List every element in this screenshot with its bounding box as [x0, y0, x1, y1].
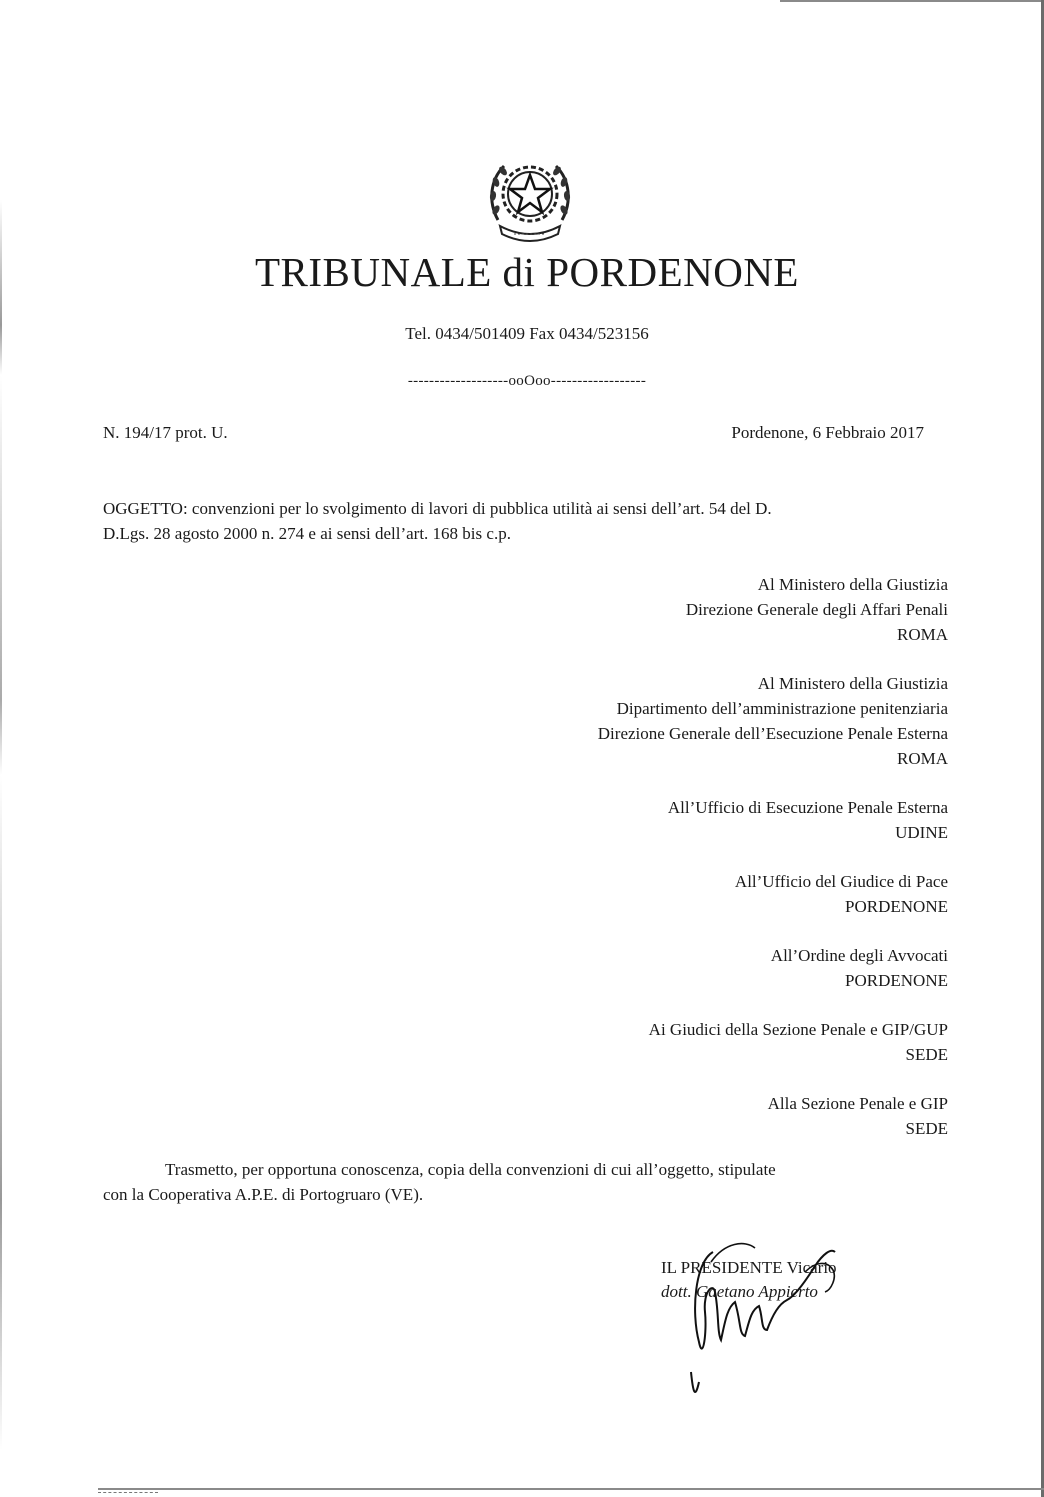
recipient-line: Alla Sezione Penale e GIP: [767, 1094, 948, 1113]
handwritten-signature-icon: [655, 1222, 895, 1402]
recipient-city: ROMA: [896, 625, 948, 644]
body-line: con la Cooperativa A.P.E. di Portogruaro (VE).: [103, 1185, 424, 1204]
recipient-line: All’Ufficio del Giudice di Pace: [734, 872, 948, 891]
recipient-city: ROMA: [896, 749, 948, 768]
recipient-line: Al Ministero della Giustizia: [757, 674, 948, 693]
subject-line: D.Lgs. 28 agosto 2000 n. 274 e ai sensi dell’art. 168 bis c.p.: [103, 524, 511, 543]
recipient-line: Al Ministero della Giustizia: [757, 575, 948, 594]
recipient: [348, 1091, 948, 1141]
recipient-line: Direzione Generale dell’Esecuzione Penale Esterna: [597, 724, 948, 743]
recipient: [348, 572, 948, 647]
body-line: [103, 1157, 953, 1182]
scan-edge-top: [780, 0, 1044, 2]
recipient-city: PORDENONE: [845, 897, 948, 916]
scan-edge-bottom: [98, 1488, 1044, 1490]
contact-numbers: Tel. 0434/501409 Fax 0434/523156: [405, 324, 649, 343]
recipient: [348, 943, 948, 993]
recipient-city: PORDENONE: [845, 971, 948, 990]
recipient-city: SEDE: [905, 1045, 948, 1064]
signatory-title: IL PRESIDENTE Vicario: [661, 1258, 837, 1277]
emblem-of-italy-icon: [484, 150, 576, 246]
recipient-line: All’Ufficio di Esecuzione Penale Esterna: [667, 798, 948, 817]
recipient: [348, 1017, 948, 1067]
body-line-text: Trasmetto, per opportuna conoscenza, copia della convenzioni di cui all’oggetto, stipulate: [165, 1160, 776, 1179]
recipient-city: SEDE: [905, 1119, 948, 1138]
signatory-name: dott. Gaetano Appierto: [661, 1282, 818, 1301]
recipient-city: UDINE: [895, 823, 948, 842]
recipients-list: [348, 572, 948, 1165]
subject-line: OGGETTO: convenzioni per lo svolgimento di lavori di pubblica utilità ai sensi dell’art. 54 del D.: [103, 499, 772, 518]
subject-block: [103, 496, 953, 546]
separator: -------------------ooOoo------------------: [407, 373, 647, 389]
recipient-line: Dipartimento dell’amministrazione penitenziaria: [616, 699, 948, 718]
court-title: TRIBUNALE di PORDENONE: [255, 249, 799, 295]
body-paragraph: [103, 1157, 953, 1207]
recipient: [348, 671, 948, 771]
recipient: [348, 795, 948, 845]
scan-footer-mark: [98, 1492, 158, 1494]
recipient-line: All’Ordine degli Avvocati: [770, 946, 948, 965]
recipient-line: Ai Giudici della Sezione Penale e GIP/GUP: [648, 1020, 948, 1039]
protocol-number: N. 194/17 prot. U.: [103, 423, 228, 442]
document-date: Pordenone, 6 Febbraio 2017: [731, 423, 924, 442]
recipient-line: Direzione Generale degli Affari Penali: [685, 600, 948, 619]
signature-block: [655, 1252, 915, 1402]
recipient: [348, 869, 948, 919]
